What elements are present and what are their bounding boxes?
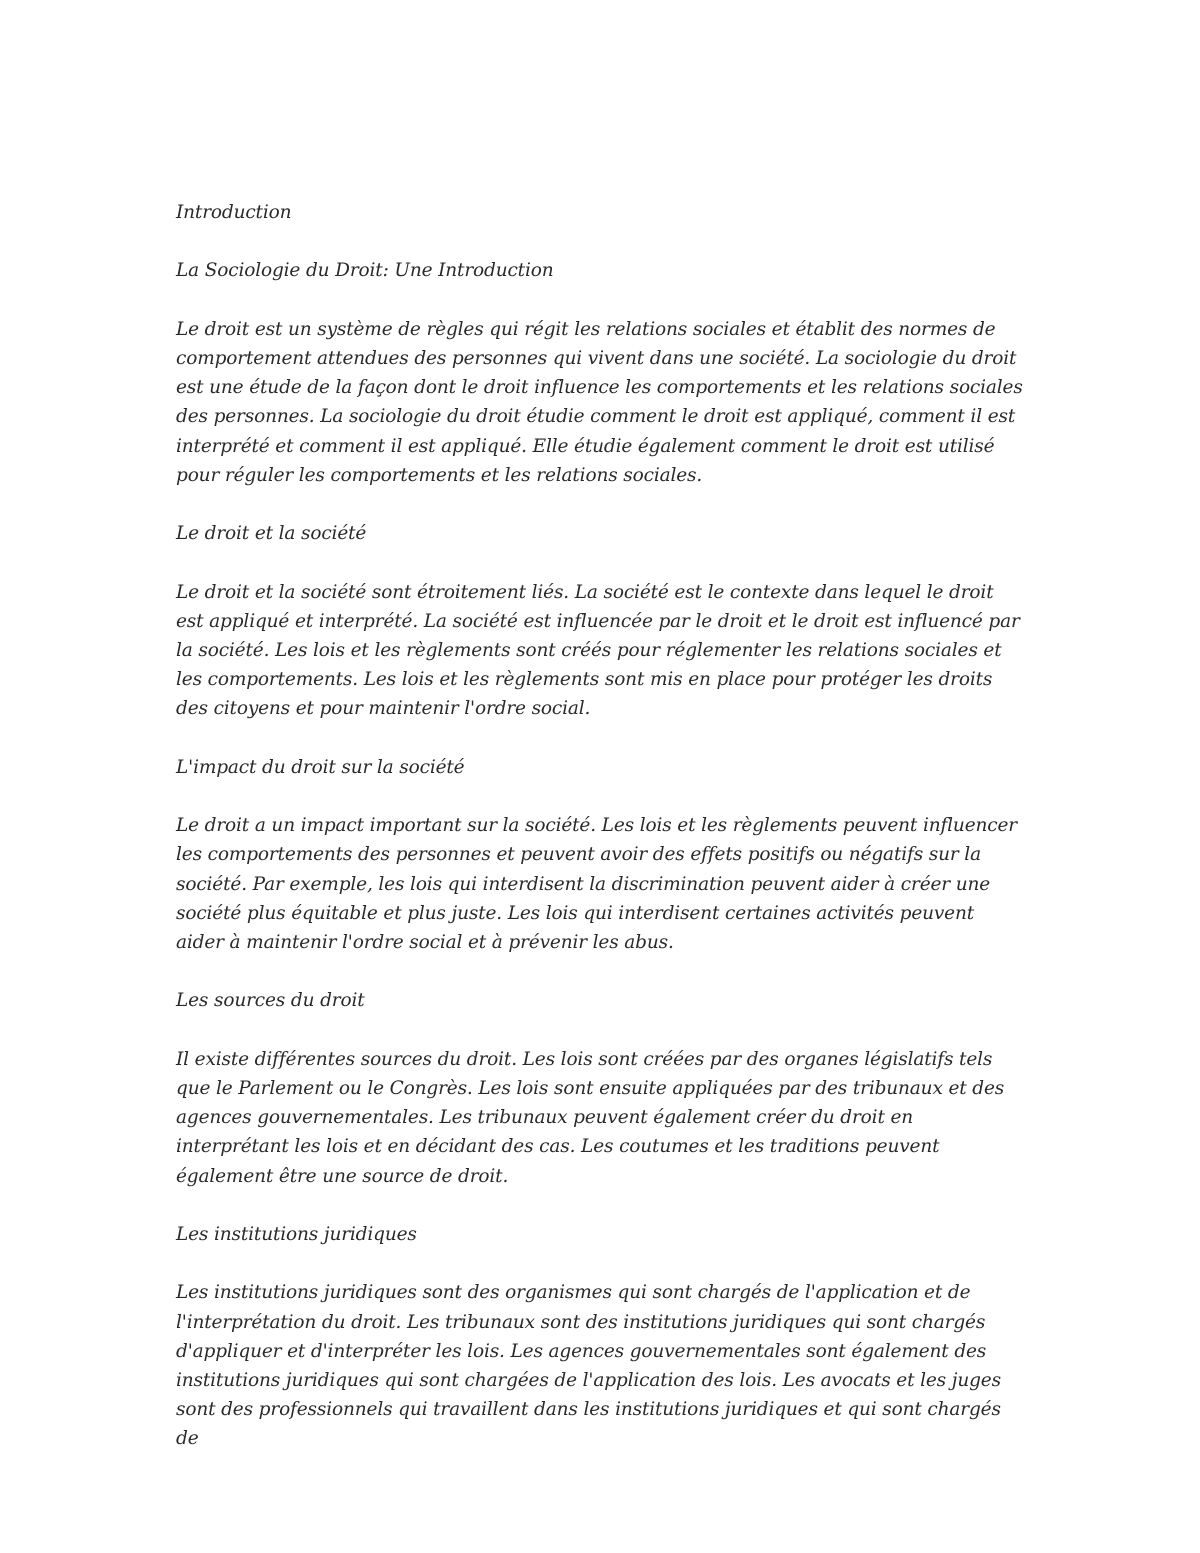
section-heading-sources: Les sources du droit [176,990,365,1012]
section-heading-impact: L'impact du droit sur la société [176,756,465,778]
section-heading-law-and-society: Le droit et la société [176,523,367,545]
paragraph-law-and-society: Le droit et la société sont étroitement liés. La société est le contexte dans lequel le droit est appliqué et interprété. La société est influencée par le droit et le droit est influencé par la société. Les lois et les règlements sont créés pour réglementer les relations sociales et les comportements. Les lois et les règlements sont mis en place pour protéger les droits des citoyens et pour maintenir l'ordre social. [176,581,1020,720]
section-heading-institutions: Les institutions juridiques [176,1223,417,1245]
section-heading-introduction: Introduction [176,202,292,223]
document-title: La Sociologie du Droit: Une Introduction [176,260,554,282]
paragraph-institutions: Les institutions juridiques sont des organismes qui sont chargés de l'application et de l'interprétation du droit. Les tribunaux sont des institutions juridiques qui sont chargés d'appliquer et d'interpréter les lois. Les agences gouvernementales sont également des institutions juridiques qui sont chargées de l'application des lois. Les avocats et les juges sont des professionnels qui travaillent dans les institutions juridiques et qui sont chargés de [176,1282,1001,1450]
document-body [176,198,1026,1483]
paragraph-impact: Le droit a un impact important sur la société. Les lois et les règlements peuvent influencer les comportements des personnes et peuvent avoir des effets positifs ou négatifs sur la société. Par exemple, les lois qui interdisent la discrimination peuvent aider à créer une société plus équitable et plus juste. Les lois qui interdisent certaines activités peuvent aider à maintenir l'ordre social et à prévenir les abus. [176,815,1017,953]
paragraph-sources: Il existe différentes sources du droit. Les lois sont créées par des organes législatifs tels que le Parlement ou le Congrès. Les lois sont ensuite appliquées par des tribunaux et des agences gouvernementales. Les tribunaux peuvent également créer du droit en interprétant les lois et en décidant des cas. Les coutumes et les traditions peuvent également être une source de droit. [176,1048,1005,1187]
paragraph-definition: Le droit est un système de règles qui régit les relations sociales et établit des normes de comportement attendues des personnes qui vivent dans une société. La sociologie du droit est une étude de la façon dont le droit influence les comportements et les relations sociales des personnes. La sociologie du droit étudie comment le droit est appliqué, comment il est interprété et comment il est appliqué. Elle étudie également comment le droit est utilisé pour réguler les comportements et les relations sociales. [176,318,1023,486]
